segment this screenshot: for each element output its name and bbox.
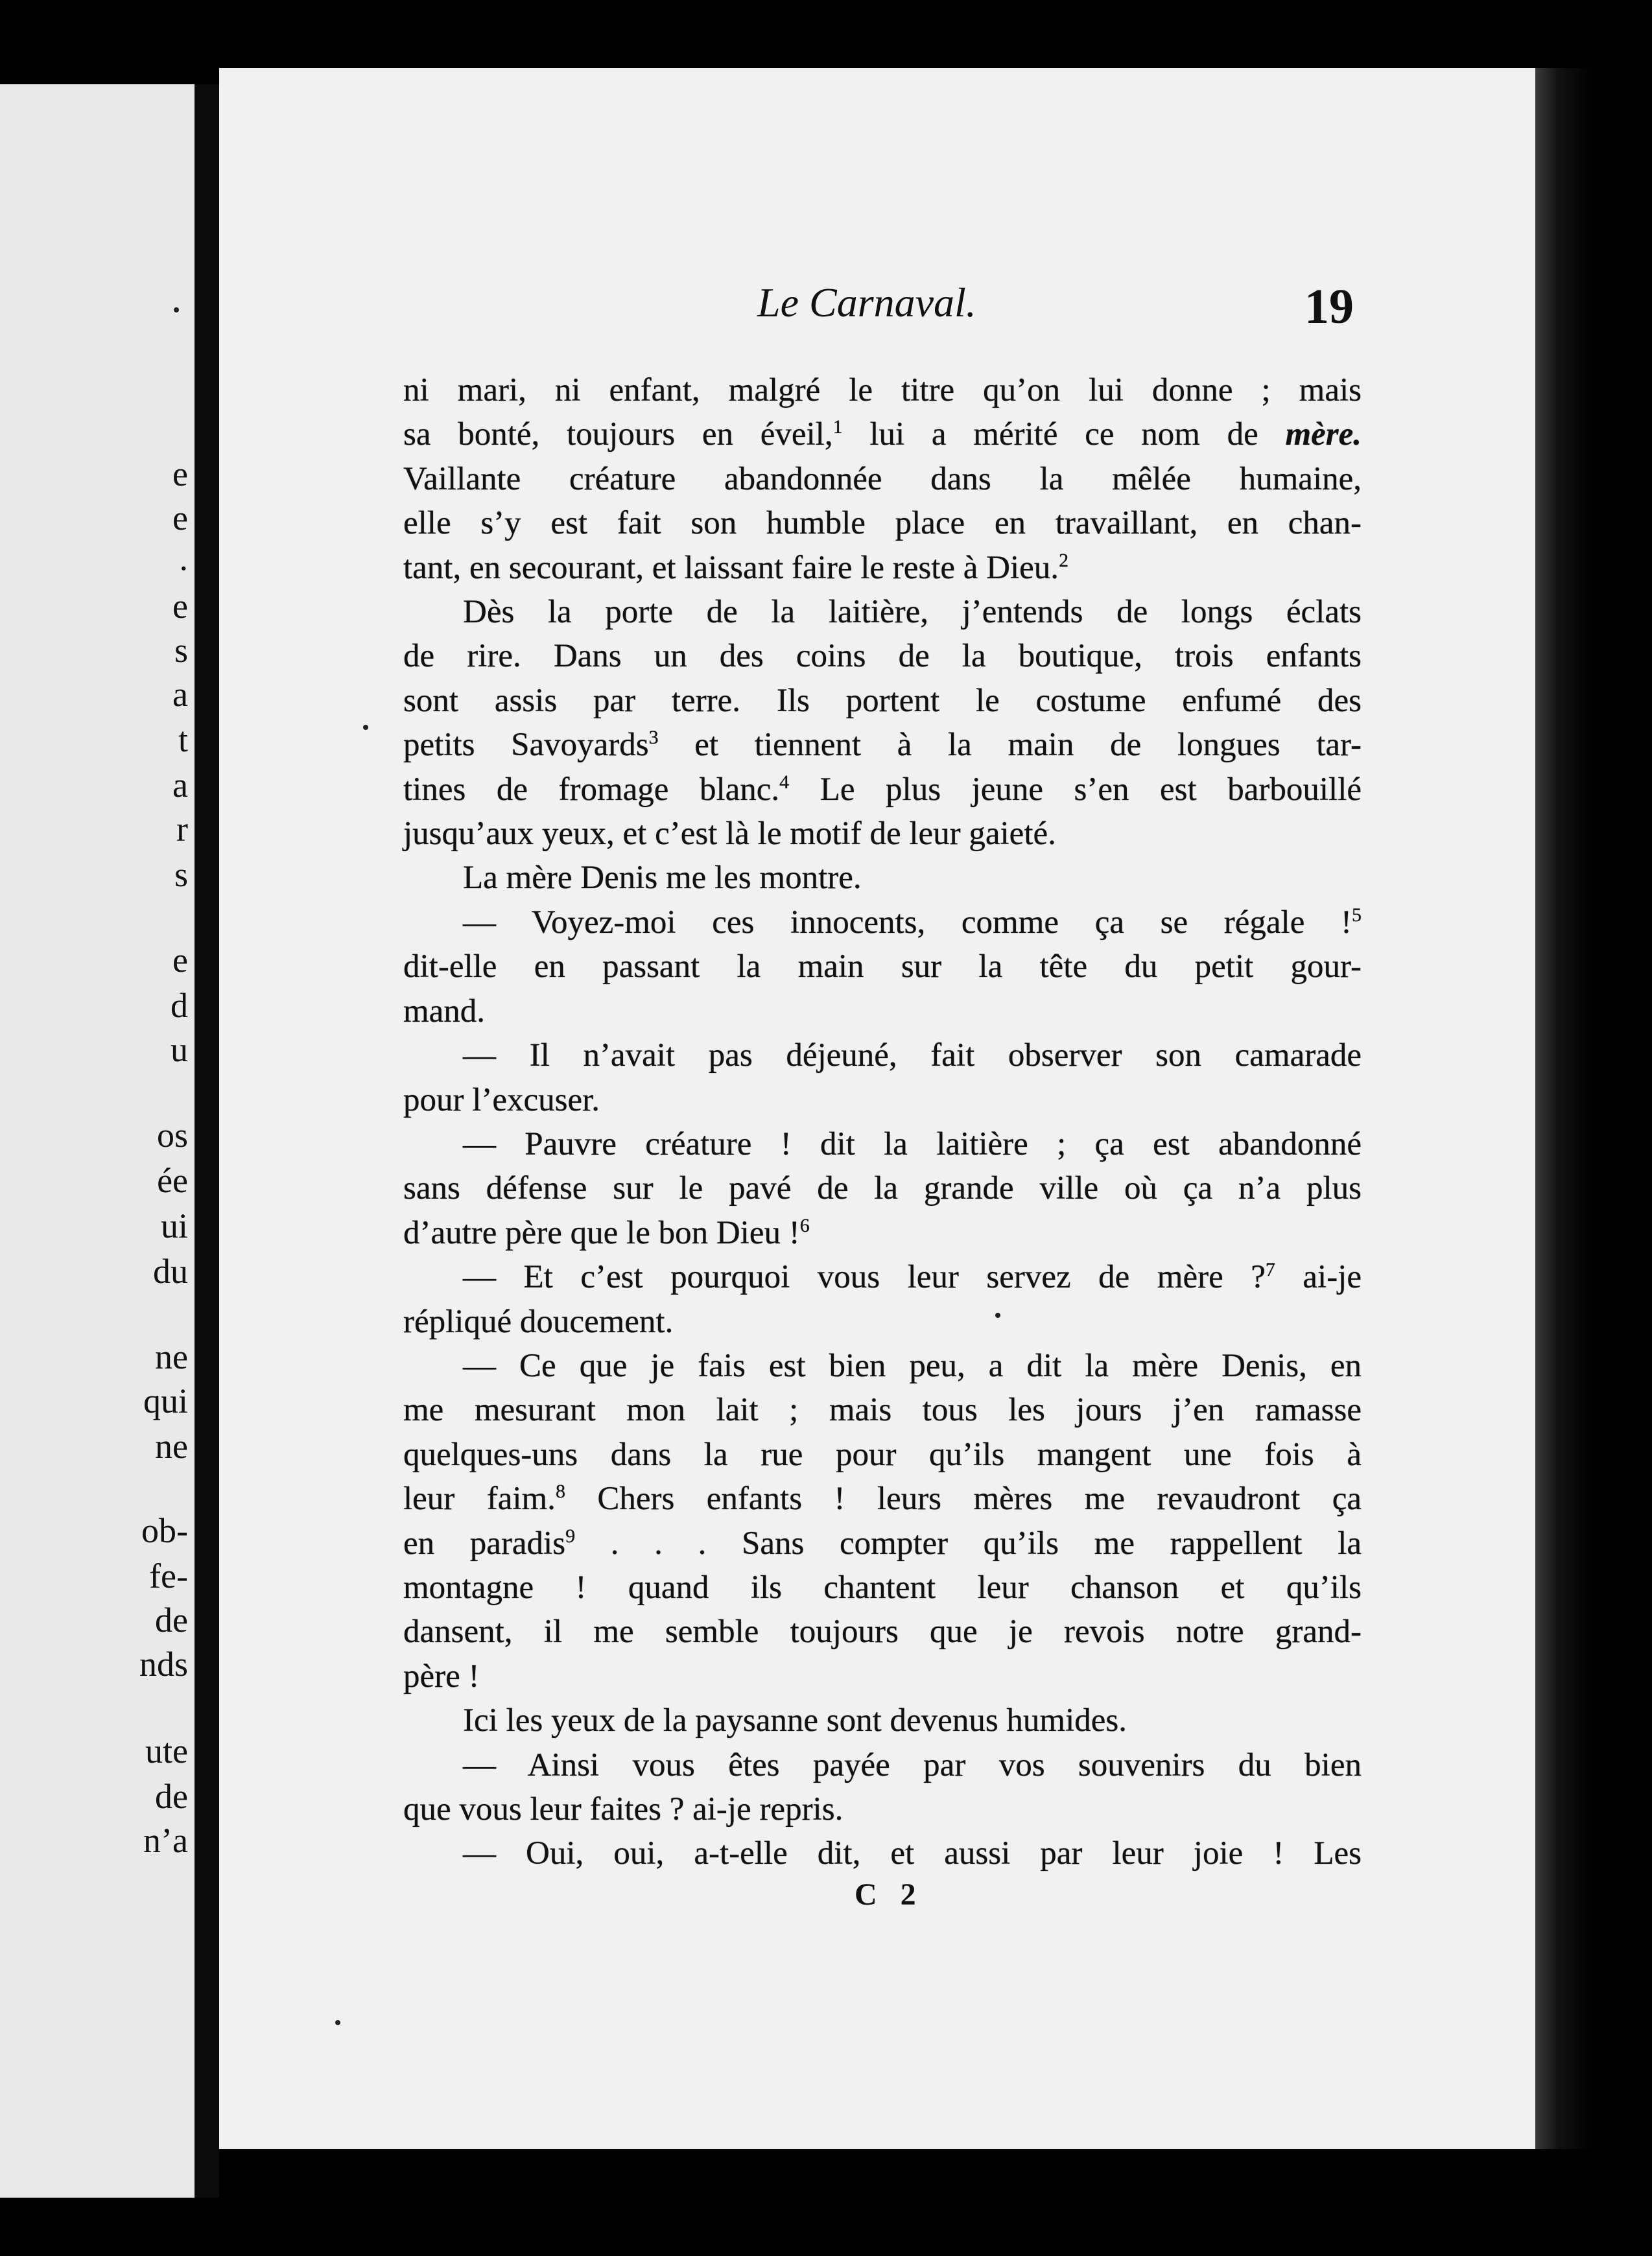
text-line-content: Ici les yeux de la paysanne sont devenus humides.: [463, 1702, 1127, 1739]
text-line: [403, 679, 1362, 723]
facing-page-fragment: ne: [155, 1427, 188, 1466]
text-line-content: pour l’excuser.: [403, 1081, 600, 1118]
facing-page-fragment: nds: [139, 1645, 188, 1684]
text-line-content: de rire. Dans un des coins de la boutique, trois enfants: [403, 638, 1362, 675]
footnote-marker: 1: [832, 416, 843, 438]
facing-page-fragment: a: [172, 675, 188, 714]
text-line-continuation: Le plus jeune s’en est barbouillé: [789, 771, 1362, 808]
text-line-content: quelques-uns dans la rue pour qu’ils mangent une fois à: [403, 1436, 1362, 1473]
facing-page-fragment: ute: [145, 1732, 188, 1770]
text-line-content: sans défense sur le pavé de la grande ville où ça n’a plus: [403, 1170, 1362, 1207]
body-text: [403, 368, 1362, 1876]
footnote-marker: 6: [799, 1214, 810, 1236]
facing-page-fragment: de: [155, 1601, 188, 1639]
text-line-content: répliqué doucement.: [403, 1303, 674, 1340]
facing-page-fragment: e: [172, 941, 188, 980]
text-line: [403, 1566, 1362, 1610]
text-line-content: Vaillante créature abandonnée dans la mêlée humaine,: [403, 460, 1362, 497]
text-line: [403, 900, 1362, 945]
text-line: [403, 1743, 1362, 1787]
text-line-content: sa bonté, toujours en éveil,: [403, 416, 833, 453]
text-line: [403, 1122, 1362, 1166]
text-line: [403, 989, 1362, 1033]
text-line-content: que vous leur faites ? ai-je repris.: [403, 1791, 844, 1827]
text-line-content: elle s’y est fait son humble place en travaillant, en chan-: [403, 505, 1362, 542]
text-line: [403, 1388, 1362, 1432]
text-line-content: petits Savoyards: [403, 727, 649, 764]
ink-speck: [995, 1313, 1000, 1318]
facing-page-fragment: e: [172, 587, 188, 626]
text-line: [403, 457, 1362, 501]
text-line: [403, 856, 1362, 900]
text-line-content: tines de fromage blanc.: [403, 771, 780, 808]
text-line-content: — Ce que je fais est bien peu, a dit la mère Denis, en: [463, 1347, 1362, 1384]
text-line-content: ni mari, ni enfant, malgré le titre qu’on lui donne ; mais: [403, 372, 1362, 408]
text-line-continuation: . . . Sans compter qu’ils me rappellent la: [575, 1525, 1362, 1562]
facing-page-fragment: ne: [155, 1337, 188, 1376]
text-line-content: en paradis: [403, 1525, 566, 1562]
text-line-content: — Voyez-moi ces innocents, comme ça se régale !: [463, 904, 1352, 941]
facing-page-fragment: s: [174, 855, 188, 894]
facing-page-fragment: r: [176, 810, 188, 849]
text-line-content: tant, en secourant, et laissant faire le reste à Dieu.: [403, 549, 1059, 586]
footnote-marker: 9: [565, 1525, 576, 1547]
text-line-content: dansent, il me semble toujours que je revois notre grand-: [403, 1614, 1362, 1651]
text-line-content: me mesurant mon lait ; mais tous les jours j’en ramasse: [403, 1392, 1362, 1429]
text-line: [403, 1433, 1362, 1477]
text-line: [403, 945, 1362, 989]
text-line: [403, 1787, 1362, 1831]
text-line-continuation: lui a mérité ce nom de: [842, 416, 1286, 453]
text-line-continuation: ai-je: [1275, 1259, 1362, 1296]
facing-page-fragment: n’a: [143, 1821, 188, 1860]
facing-page-fragment: u: [171, 1030, 188, 1069]
ink-speck: [363, 725, 368, 730]
facing-page-fragment: ui: [160, 1206, 188, 1245]
text-line-content: mand.: [403, 993, 486, 1029]
text-line-content: Dès la porte de la laitière, j’entends de longs éclats: [463, 594, 1362, 631]
footnote-marker: 2: [1059, 549, 1069, 571]
text-line: [403, 1344, 1362, 1388]
text-line-content: dit-elle en passant la main sur la tête du petit gour-: [403, 948, 1362, 985]
page-number: 19: [1304, 279, 1354, 334]
facing-page-fragment: os: [156, 1116, 188, 1155]
text-line-content: — Pauvre créature ! dit la laitière ; ça est abandonné: [463, 1125, 1362, 1162]
text-line-content: père !: [403, 1658, 480, 1695]
text-line: [403, 1610, 1362, 1654]
footnote-marker: 3: [648, 727, 659, 749]
text-line: [403, 1522, 1362, 1566]
facing-page-fragment: t: [178, 720, 188, 759]
book-gutter: [195, 84, 219, 2198]
text-line-content: La mère Denis me les montre.: [463, 860, 862, 897]
ink-speck: [174, 307, 179, 312]
ink-speck: [335, 2020, 340, 2025]
facing-page-fragment: qui: [143, 1381, 188, 1420]
text-line: [403, 1255, 1362, 1299]
text-line-content: sont assis par terre. Ils portent le costume enfumé des: [403, 682, 1362, 719]
text-line-content: — Oui, oui, a-t-elle dit, et aussi par leur joie ! Les: [463, 1835, 1362, 1872]
footnote-marker: 4: [779, 771, 790, 793]
text-line: [403, 368, 1362, 412]
text-line: [403, 590, 1362, 634]
facing-page: [0, 84, 195, 2198]
facing-page-fragment: ob-: [141, 1511, 188, 1550]
text-line: [403, 546, 1362, 590]
text-line: [403, 723, 1362, 767]
facing-page-fragment: ée: [157, 1161, 188, 1200]
text-line: [403, 812, 1362, 856]
text-line-content: jusqu’aux yeux, et c’est là le motif de leur gaieté.: [403, 816, 1056, 852]
text-line-continuation: Chers enfants ! leurs mères me revaudront ça: [565, 1481, 1362, 1518]
text-line: [403, 412, 1362, 456]
running-head: Le Carnaval.: [757, 279, 976, 325]
text-line-content: — Ainsi vous êtes payée par vos souvenirs du bien: [463, 1746, 1362, 1783]
text-line: [403, 1078, 1362, 1122]
footnote-marker: 7: [1265, 1259, 1275, 1281]
text-line: [403, 1033, 1362, 1077]
text-line: [403, 1300, 1362, 1344]
text-line: [403, 501, 1362, 545]
facing-page-text-fragments: [0, 84, 195, 2198]
facing-page-fragment: e: [172, 454, 188, 493]
text-line: [403, 1477, 1362, 1521]
facing-page-fragment: d: [171, 986, 188, 1025]
text-line-content: leur faim.: [403, 1481, 556, 1518]
text-line-content: d’autre père que le bon Dieu !: [403, 1214, 800, 1251]
facing-page-fragment: du: [153, 1252, 188, 1291]
facing-page-fragment: fe-: [149, 1557, 188, 1595]
text-line: [403, 768, 1362, 812]
text-line: [403, 1654, 1362, 1698]
text-line: [403, 1211, 1362, 1255]
facing-page-fragment: s: [174, 631, 188, 670]
text-line: [403, 1831, 1362, 1875]
text-line: [403, 634, 1362, 678]
text-line-content: — Et c’est pourquoi vous leur servez de mère ?: [463, 1259, 1266, 1296]
facing-page-fragment: a: [172, 766, 188, 805]
text-line-content: — Il n’avait pas déjeuné, fait observer son camarade: [463, 1037, 1362, 1074]
facing-page-fragment: e: [172, 499, 188, 537]
facing-page-fragment: de: [155, 1777, 188, 1816]
footnote-marker: 8: [555, 1481, 565, 1503]
text-line: [403, 1698, 1362, 1743]
footnote-marker: 5: [1352, 904, 1362, 926]
signature-mark: C 2: [855, 1877, 924, 1912]
text-line-content: montagne ! quand ils chantent leur chanson et qu’ils: [403, 1569, 1362, 1606]
page-edge-shadow: [1535, 68, 1594, 2149]
text-line-continuation: et tiennent à la main de longues tar-: [658, 727, 1362, 764]
emphasized-word: mère.: [1285, 416, 1362, 453]
facing-page-fragment: .: [179, 539, 188, 578]
text-line: [403, 1166, 1362, 1210]
